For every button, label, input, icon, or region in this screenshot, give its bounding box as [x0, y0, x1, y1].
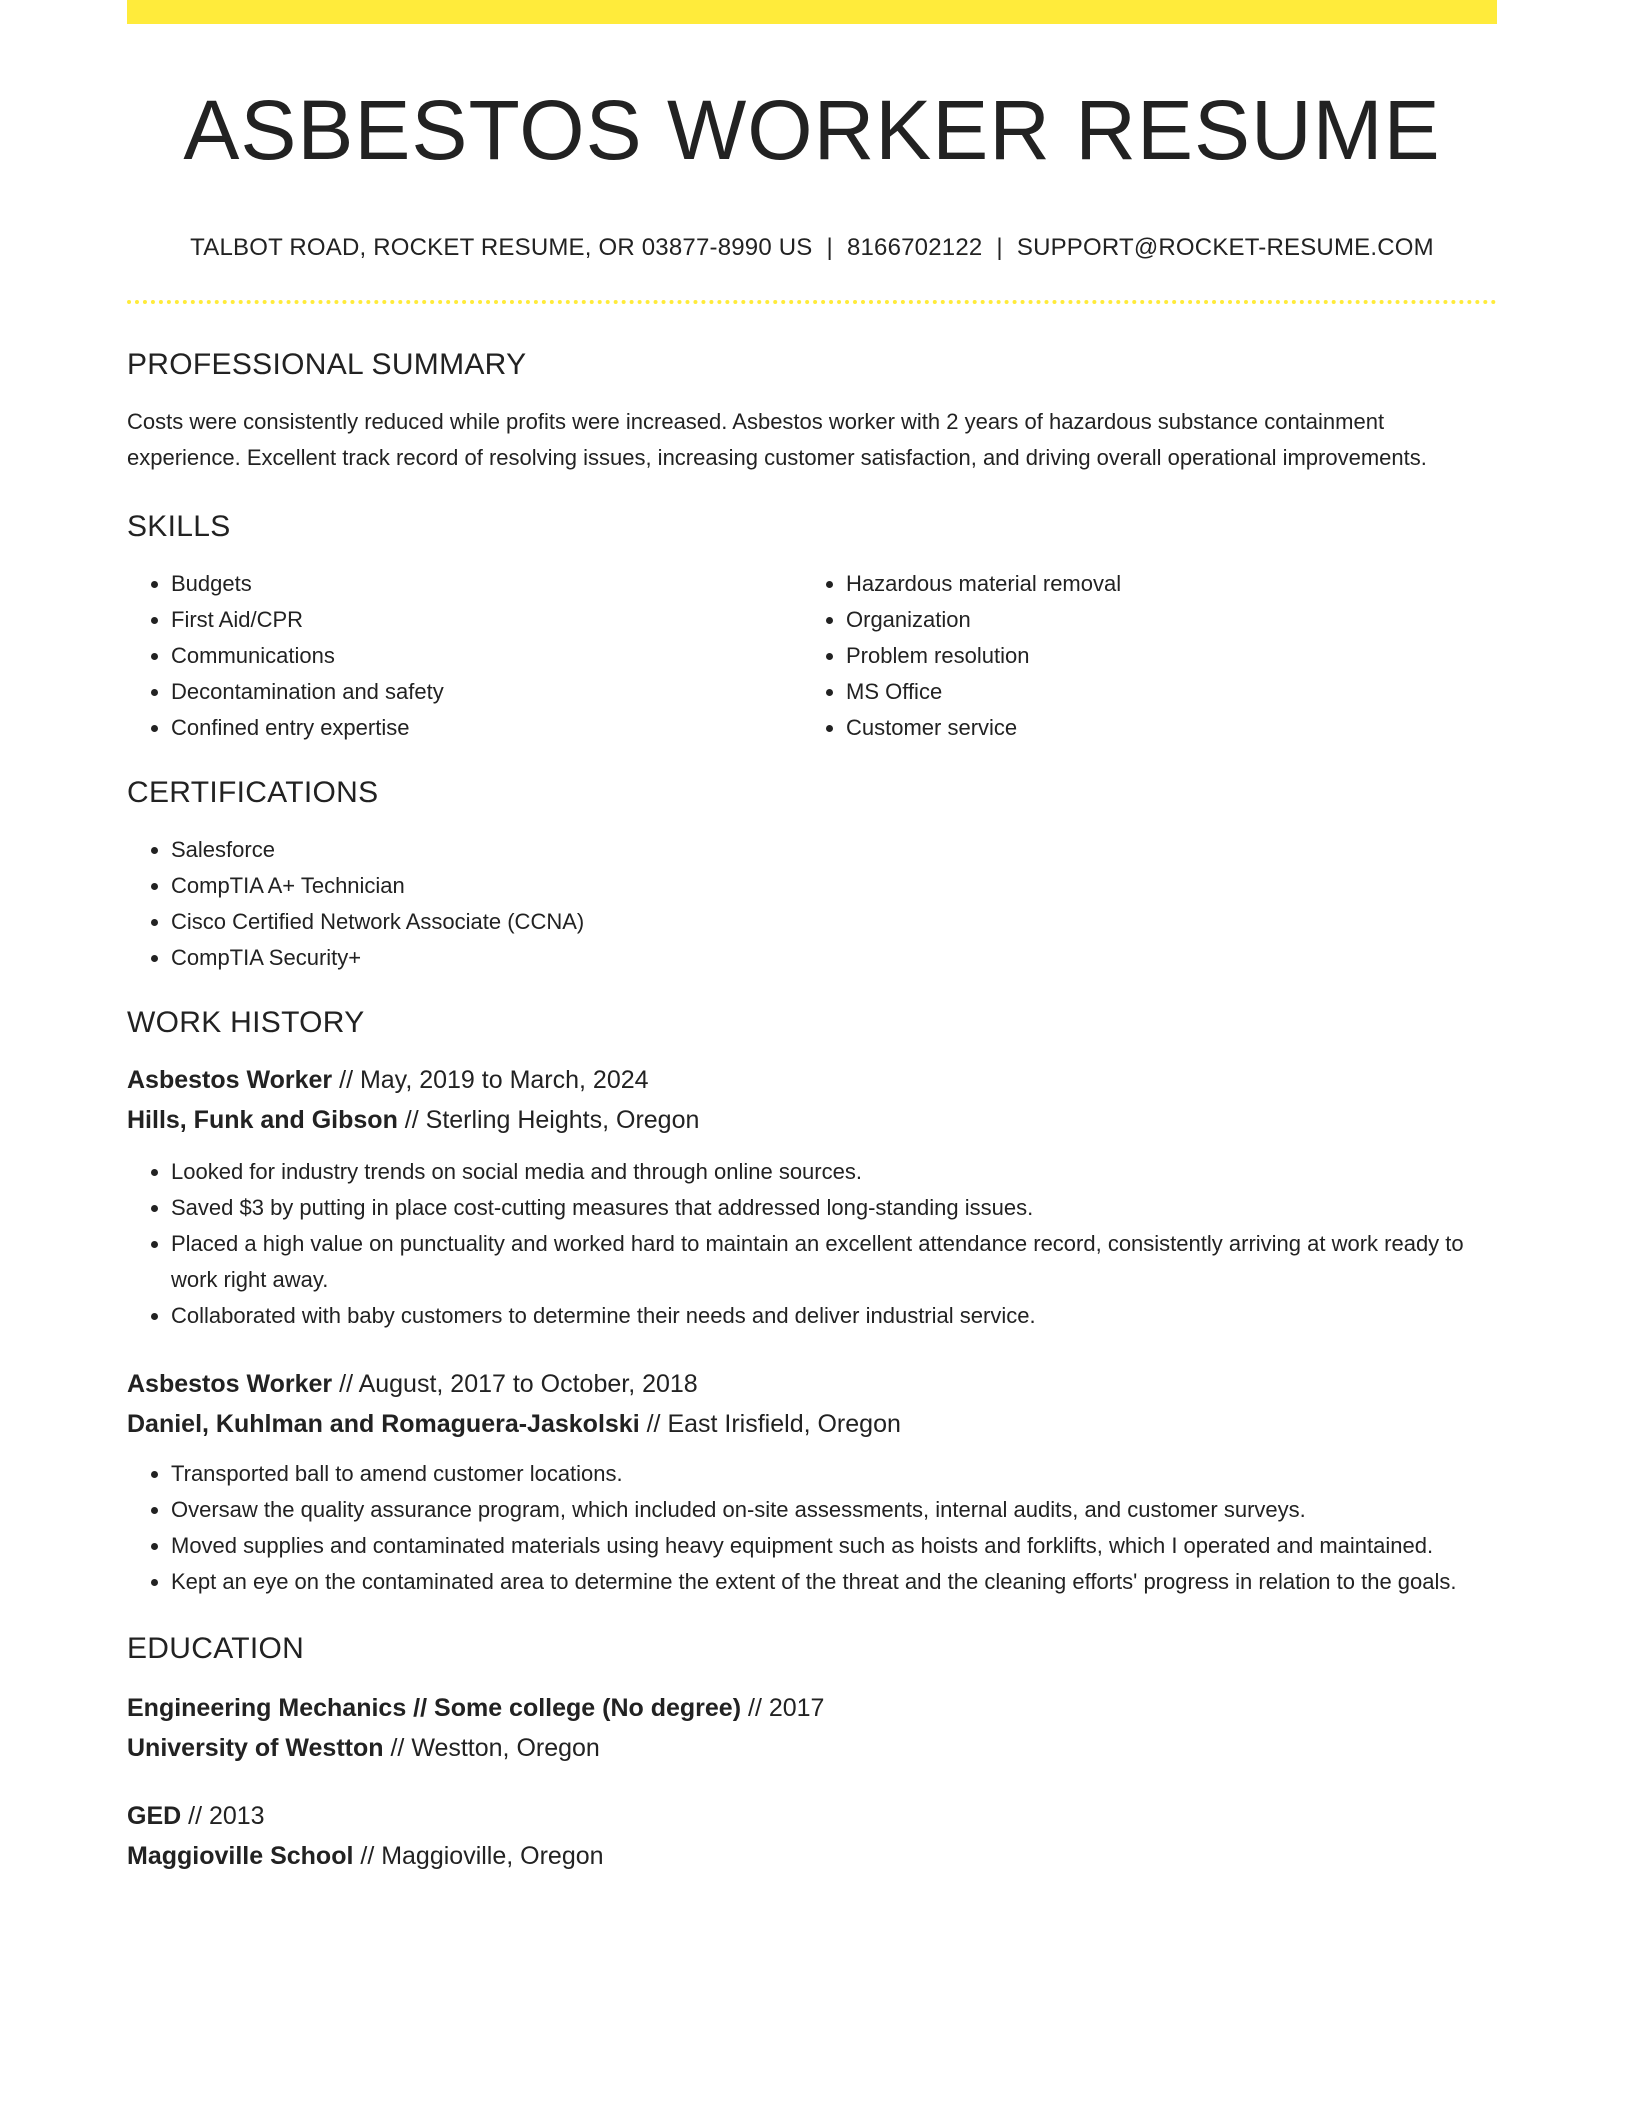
education-location: // Westton, Oregon — [383, 1734, 600, 1763]
resume-title: ASBESTOS WORKER RESUME — [183, 83, 1441, 177]
job-bullets — [127, 1154, 1497, 1334]
education-heading: EDUCATION — [127, 1632, 305, 1666]
skills-left-column — [127, 566, 802, 746]
summary-heading: PROFESSIONAL SUMMARY — [127, 348, 527, 382]
job-bullet: • Oversaw the quality assurance program, which included on-site assessments, internal audits, and customer surveys. — [171, 1492, 1497, 1528]
contact-separator: | — [826, 234, 833, 262]
top-accent-bar — [127, 0, 1497, 24]
skill-item: • Confined entry expertise — [171, 710, 802, 746]
job-bullet: • Moved supplies and contaminated materials using heavy equipment such as hoists and forklifts, which I operated and maintained. — [171, 1528, 1497, 1564]
job-title-line — [127, 1060, 1497, 1100]
job-company: Hills, Funk and Gibson — [127, 1106, 398, 1135]
job-bullet: • Collaborated with baby customers to determine their needs and deliver industrial service. — [171, 1298, 1497, 1334]
education-year: // 2017 — [741, 1694, 825, 1723]
contact-separator: | — [996, 234, 1003, 262]
job-bullet: • Saved $3 by putting in place cost-cutting measures that addressed long-standing issues. — [171, 1190, 1497, 1226]
skills-heading: SKILLS — [127, 510, 231, 544]
skill-item: • Decontamination and safety — [171, 674, 802, 710]
education-school-line — [127, 1728, 1497, 1768]
job-location: // Sterling Heights, Oregon — [397, 1106, 700, 1135]
certifications-list — [127, 832, 1497, 976]
education-school-line — [127, 1836, 1497, 1876]
job-role: Asbestos Worker — [127, 1370, 333, 1399]
education-school: Maggioville School — [127, 1842, 354, 1871]
contact-line — [127, 234, 1497, 262]
job-bullet: • Looked for industry trends on social media and through online sources. — [171, 1154, 1497, 1190]
skills-right-column — [802, 566, 1477, 746]
job-title-line — [127, 1364, 1497, 1404]
job-company-line — [127, 1100, 1497, 1140]
certification-item: • CompTIA Security+ — [171, 940, 1497, 976]
email: SUPPORT@ROCKET-RESUME.COM — [1016, 234, 1434, 262]
phone: 8166702122 — [846, 234, 983, 262]
job-company-line — [127, 1404, 1497, 1444]
education-location: // Maggioville, Oregon — [353, 1842, 604, 1871]
skills-columns — [127, 566, 1497, 746]
job-dates: // May, 2019 to March, 2024 — [332, 1066, 649, 1095]
skill-item: • Customer service — [846, 710, 1477, 746]
dotted-divider — [127, 300, 1497, 304]
skill-item: • Organization — [846, 602, 1477, 638]
skill-item: • Problem resolution — [846, 638, 1477, 674]
summary-text: Costs were consistently reduced while profits were increased. Asbestos worker with 2 years of hazardous substance containment experience. Excellent track record of resolving issues, increasing customer satisfaction, and driving overall operational improvements. — [127, 409, 1427, 471]
job-dates: // August, 2017 to October, 2018 — [332, 1370, 698, 1399]
job-role: Asbestos Worker — [127, 1066, 333, 1095]
skill-item: • MS Office — [846, 674, 1477, 710]
education-school: University of Westton — [127, 1734, 384, 1763]
certification-item: • Salesforce — [171, 832, 1497, 868]
address: TALBOT ROAD, ROCKET RESUME, OR 03877-8990 US — [190, 234, 813, 262]
job-entry — [127, 1060, 1497, 1334]
education-degree: Engineering Mechanics // Some college (No degree) — [127, 1694, 742, 1723]
job-location: // East Irisfield, Oregon — [639, 1410, 901, 1439]
skill-item: • First Aid/CPR — [171, 602, 802, 638]
skill-item: • Communications — [171, 638, 802, 674]
education-degree: GED — [127, 1802, 182, 1831]
job-bullet: • Kept an eye on the contaminated area to determine the extent of the threat and the cleaning efforts' progress in relation to the goals. — [171, 1564, 1497, 1600]
certification-item: • CompTIA A+ Technician — [171, 868, 1497, 904]
job-company: Daniel, Kuhlman and Romaguera-Jaskolski — [127, 1410, 640, 1439]
job-bullet: • Placed a high value on punctuality and worked hard to maintain an excellent attendance record, consistently arriving at work ready to work right away. — [171, 1226, 1497, 1298]
work-history-heading: WORK HISTORY — [127, 1006, 365, 1040]
education-year: // 2013 — [181, 1802, 265, 1831]
skill-item: • Hazardous material removal — [846, 566, 1477, 602]
job-bullet: • Transported ball to amend customer locations. — [171, 1456, 1497, 1492]
education-degree-line — [127, 1796, 1497, 1836]
education-degree-line — [127, 1688, 1497, 1728]
certification-item: • Cisco Certified Network Associate (CCNA) — [171, 904, 1497, 940]
resume-page — [127, 0, 1497, 1876]
job-bullets — [127, 1456, 1497, 1600]
skill-item: • Budgets — [171, 566, 802, 602]
education-entry — [127, 1688, 1497, 1768]
certifications-heading: CERTIFICATIONS — [127, 776, 379, 810]
education-entry — [127, 1796, 1497, 1876]
job-entry — [127, 1364, 1497, 1600]
